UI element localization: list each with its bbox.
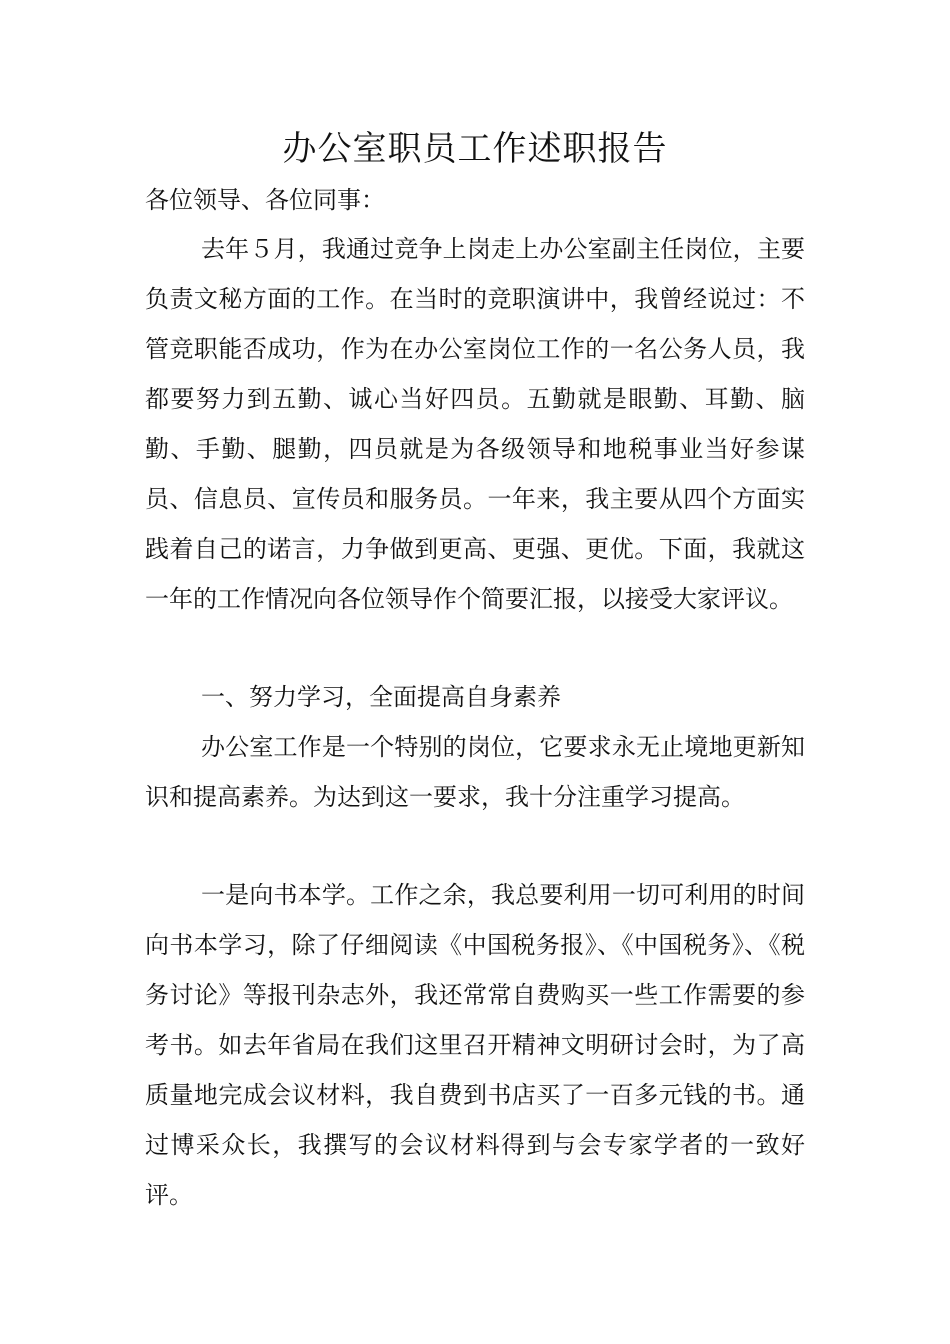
paragraph-books: 一是向书本学。工作之余，我总要利用一切可利用的时间向书本学习，除了仔细阅读《中国税务报》、《中国税务》、《税务讨论》等报刊杂志外，我还常常自费购买一些工作需要的参考书。如去年省局在我们这里召开精神文明研讨会时，为了高质量地完成会议材料，我自费到书店买了一百多元钱的书。通过博采众长，我撰写的会议材料得到与会专家学者的一致好评。 — [145, 881, 805, 1209]
document-title: 办公室职员工作述职报告 — [282, 129, 668, 169]
section-heading-1: 一、努力学习，全面提高自身素养 — [201, 683, 561, 711]
paragraph-study: 办公室工作是一个特别的岗位，它要求永无止境地更新知识和提高素养。为达到这一要求，我十分注重学习提高。 — [145, 733, 805, 811]
greeting-line: 各位领导、各位同事： — [145, 186, 385, 214]
paragraph-intro: 去年５月，我通过竞争上岗走上办公室副主任岗位，主要负责文秘方面的工作。在当时的竞职演讲中，我曾经说过：不管竞职能否成功，作为在办公室岗位工作的一名公务人员，我都要努力到五勤、诚心当好四员。五勤就是眼勤、耳勤、脑勤、手勤、腿勤，四员就是为各级领导和地税事业当好参谋员、信息员、宣传员和服务员。一年来，我主要从四个方面实践着自己的诺言，力争做到更高、更强、更优。下面，我就这一年的工作情况向各位领导作个简要汇报，以接受大家评议。 — [145, 235, 805, 613]
